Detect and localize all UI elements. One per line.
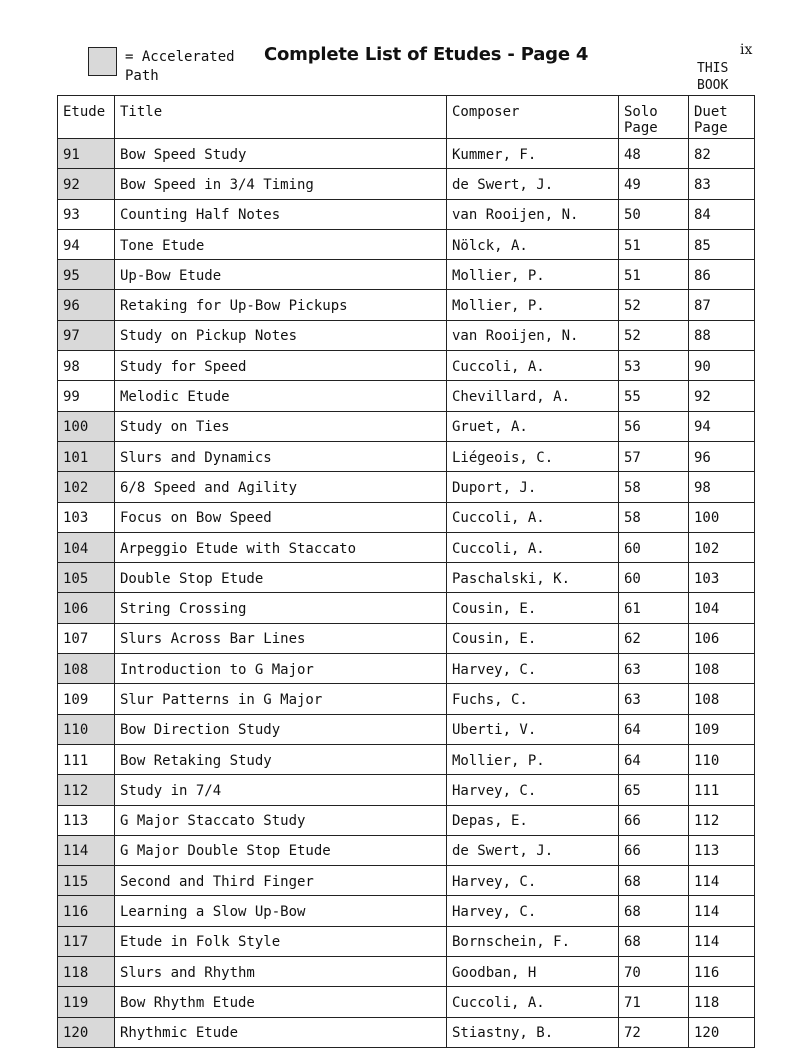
title-cell: String Crossing (115, 593, 447, 623)
solo-page-cell: 51 (619, 260, 689, 290)
solo-page-cell: 65 (619, 775, 689, 805)
header-solo-line-2: Page (624, 120, 658, 136)
etude-number-cell: 107 (58, 623, 115, 653)
table-row (58, 169, 755, 199)
header-solo-page (619, 96, 689, 139)
composer-cell: Cuccoli, A. (447, 502, 619, 532)
etude-number-cell: 95 (58, 260, 115, 290)
etude-number-cell: 103 (58, 502, 115, 532)
title-cell: Bow Direction Study (115, 714, 447, 744)
etude-number-cell: 117 (58, 926, 115, 956)
table-row (58, 351, 755, 381)
table-row (58, 229, 755, 259)
duet-page-cell: 96 (689, 441, 755, 471)
solo-page-cell: 51 (619, 229, 689, 259)
duet-page-cell: 109 (689, 714, 755, 744)
etudes-table (57, 95, 755, 1048)
etude-number-cell: 99 (58, 381, 115, 411)
duet-page-cell: 120 (689, 1017, 755, 1047)
table-row (58, 957, 755, 987)
legend-label (125, 48, 255, 86)
composer-cell: Paschalski, K. (447, 563, 619, 593)
solo-page-cell: 62 (619, 623, 689, 653)
table-body (58, 139, 755, 1048)
title-cell: Melodic Etude (115, 381, 447, 411)
composer-cell: Nölck, A. (447, 229, 619, 259)
composer-cell: Goodban, H (447, 957, 619, 987)
etude-number-cell: 115 (58, 866, 115, 896)
composer-cell: Cuccoli, A. (447, 351, 619, 381)
table-row (58, 472, 755, 502)
solo-page-cell: 50 (619, 199, 689, 229)
duet-page-cell: 92 (689, 381, 755, 411)
title-cell: Slurs and Rhythm (115, 957, 447, 987)
composer-cell: Mollier, P. (447, 290, 619, 320)
table-row (58, 714, 755, 744)
duet-page-cell: 94 (689, 411, 755, 441)
title-cell: Bow Speed in 3/4 Timing (115, 169, 447, 199)
etude-number-cell: 104 (58, 532, 115, 562)
solo-page-cell: 72 (619, 1017, 689, 1047)
title-cell: Slur Patterns in G Major (115, 684, 447, 714)
duet-page-cell: 106 (689, 623, 755, 653)
title-cell: Introduction to G Major (115, 654, 447, 684)
this-book-label (697, 60, 728, 94)
etude-number-cell: 119 (58, 987, 115, 1017)
composer-cell: van Rooijen, N. (447, 199, 619, 229)
etude-number-cell: 120 (58, 1017, 115, 1047)
header-composer: Composer (447, 96, 619, 139)
title-cell: Etude in Folk Style (115, 926, 447, 956)
composer-cell: Fuchs, C. (447, 684, 619, 714)
etude-number-cell: 110 (58, 714, 115, 744)
composer-cell: de Swert, J. (447, 835, 619, 865)
page-title: Complete List of Etudes - Page 4 (264, 44, 589, 65)
solo-page-cell: 48 (619, 139, 689, 169)
solo-page-cell: 68 (619, 926, 689, 956)
composer-cell: Duport, J. (447, 472, 619, 502)
composer-cell: Harvey, C. (447, 866, 619, 896)
legend-line-1: = Accelerated (125, 49, 235, 65)
etude-number-cell: 106 (58, 593, 115, 623)
duet-page-cell: 110 (689, 744, 755, 774)
solo-page-cell: 60 (619, 563, 689, 593)
composer-cell: Cousin, E. (447, 623, 619, 653)
table-row (58, 593, 755, 623)
solo-page-cell: 70 (619, 957, 689, 987)
title-cell: Counting Half Notes (115, 199, 447, 229)
composer-cell: Kummer, F. (447, 139, 619, 169)
solo-page-cell: 66 (619, 835, 689, 865)
this-book-line-2: BOOK (697, 78, 729, 93)
etude-number-cell: 113 (58, 805, 115, 835)
title-cell: Rhythmic Etude (115, 1017, 447, 1047)
composer-cell: Cousin, E. (447, 593, 619, 623)
etude-number-cell: 102 (58, 472, 115, 502)
duet-page-cell: 114 (689, 896, 755, 926)
composer-cell: Liégeois, C. (447, 441, 619, 471)
duet-page-cell: 87 (689, 290, 755, 320)
composer-cell: Harvey, C. (447, 896, 619, 926)
table-row (58, 684, 755, 714)
solo-page-cell: 64 (619, 744, 689, 774)
title-cell: Focus on Bow Speed (115, 502, 447, 532)
duet-page-cell: 98 (689, 472, 755, 502)
duet-page-cell: 108 (689, 654, 755, 684)
duet-page-cell: 85 (689, 229, 755, 259)
title-cell: Up-Bow Etude (115, 260, 447, 290)
composer-cell: Mollier, P. (447, 744, 619, 774)
title-cell: Slurs and Dynamics (115, 441, 447, 471)
solo-page-cell: 63 (619, 654, 689, 684)
duet-page-cell: 104 (689, 593, 755, 623)
solo-page-cell: 58 (619, 472, 689, 502)
composer-cell: Harvey, C. (447, 775, 619, 805)
table-row (58, 563, 755, 593)
table-row (58, 654, 755, 684)
composer-cell: Chevillard, A. (447, 381, 619, 411)
etude-number-cell: 112 (58, 775, 115, 805)
table-row (58, 987, 755, 1017)
title-cell: Learning a Slow Up-Bow (115, 896, 447, 926)
duet-page-cell: 113 (689, 835, 755, 865)
solo-page-cell: 56 (619, 411, 689, 441)
solo-page-cell: 52 (619, 320, 689, 350)
table-row (58, 139, 755, 169)
duet-page-cell: 116 (689, 957, 755, 987)
title-cell: Study on Pickup Notes (115, 320, 447, 350)
solo-page-cell: 68 (619, 866, 689, 896)
title-cell: 6/8 Speed and Agility (115, 472, 447, 502)
composer-cell: Mollier, P. (447, 260, 619, 290)
table-row (58, 1017, 755, 1047)
title-cell: Study in 7/4 (115, 775, 447, 805)
title-cell: G Major Staccato Study (115, 805, 447, 835)
table-row (58, 896, 755, 926)
title-cell: Bow Retaking Study (115, 744, 447, 774)
composer-cell: Cuccoli, A. (447, 987, 619, 1017)
etude-number-cell: 96 (58, 290, 115, 320)
duet-page-cell: 103 (689, 563, 755, 593)
solo-page-cell: 49 (619, 169, 689, 199)
duet-page-cell: 100 (689, 502, 755, 532)
duet-page-cell: 86 (689, 260, 755, 290)
solo-page-cell: 57 (619, 441, 689, 471)
composer-cell: Uberti, V. (447, 714, 619, 744)
duet-page-cell: 90 (689, 351, 755, 381)
table-row (58, 805, 755, 835)
solo-page-cell: 53 (619, 351, 689, 381)
solo-page-cell: 66 (619, 805, 689, 835)
table-row (58, 320, 755, 350)
table-row (58, 441, 755, 471)
etude-number-cell: 92 (58, 169, 115, 199)
title-cell: Slurs Across Bar Lines (115, 623, 447, 653)
title-cell: Retaking for Up-Bow Pickups (115, 290, 447, 320)
composer-cell: van Rooijen, N. (447, 320, 619, 350)
etude-number-cell: 91 (58, 139, 115, 169)
table-row (58, 835, 755, 865)
table-row (58, 623, 755, 653)
title-cell: Double Stop Etude (115, 563, 447, 593)
solo-page-cell: 63 (619, 684, 689, 714)
table-row (58, 381, 755, 411)
title-cell: Tone Etude (115, 229, 447, 259)
composer-cell: Gruet, A. (447, 411, 619, 441)
title-cell: Arpeggio Etude with Staccato (115, 532, 447, 562)
duet-page-cell: 83 (689, 169, 755, 199)
title-cell: Bow Speed Study (115, 139, 447, 169)
etude-number-cell: 114 (58, 835, 115, 865)
etude-number-cell: 97 (58, 320, 115, 350)
table-header-row (58, 96, 755, 139)
etude-number-cell: 94 (58, 229, 115, 259)
duet-page-cell: 112 (689, 805, 755, 835)
table-row (58, 775, 755, 805)
solo-page-cell: 58 (619, 502, 689, 532)
header-duet-page (689, 96, 755, 139)
title-cell: Study for Speed (115, 351, 447, 381)
page-number: ix (740, 42, 753, 58)
duet-page-cell: 108 (689, 684, 755, 714)
header-duet-line-1: Duet (694, 104, 728, 120)
duet-page-cell: 114 (689, 926, 755, 956)
table-row (58, 866, 755, 896)
table-row (58, 532, 755, 562)
duet-page-cell: 102 (689, 532, 755, 562)
duet-page-cell: 82 (689, 139, 755, 169)
header-etude: Etude (58, 96, 115, 139)
legend-line-2: Path (125, 68, 159, 84)
solo-page-cell: 71 (619, 987, 689, 1017)
solo-page-cell: 61 (619, 593, 689, 623)
title-cell: Second and Third Finger (115, 866, 447, 896)
etude-number-cell: 93 (58, 199, 115, 229)
title-cell: Study on Ties (115, 411, 447, 441)
etude-number-cell: 111 (58, 744, 115, 774)
etude-number-cell: 109 (58, 684, 115, 714)
header-title: Title (115, 96, 447, 139)
composer-cell: Bornschein, F. (447, 926, 619, 956)
duet-page-cell: 84 (689, 199, 755, 229)
etude-number-cell: 100 (58, 411, 115, 441)
title-cell: G Major Double Stop Etude (115, 835, 447, 865)
etude-number-cell: 108 (58, 654, 115, 684)
etude-number-cell: 116 (58, 896, 115, 926)
this-book-line-1: THIS (697, 61, 729, 76)
composer-cell: Stiastny, B. (447, 1017, 619, 1047)
table-row (58, 744, 755, 774)
solo-page-cell: 64 (619, 714, 689, 744)
solo-page-cell: 68 (619, 896, 689, 926)
solo-page-cell: 55 (619, 381, 689, 411)
header-duet-line-2: Page (694, 120, 728, 136)
table-row (58, 199, 755, 229)
composer-cell: de Swert, J. (447, 169, 619, 199)
solo-page-cell: 52 (619, 290, 689, 320)
duet-page-cell: 111 (689, 775, 755, 805)
title-cell: Bow Rhythm Etude (115, 987, 447, 1017)
duet-page-cell: 88 (689, 320, 755, 350)
composer-cell: Depas, E. (447, 805, 619, 835)
etude-number-cell: 101 (58, 441, 115, 471)
table-row (58, 290, 755, 320)
etude-number-cell: 105 (58, 563, 115, 593)
composer-cell: Cuccoli, A. (447, 532, 619, 562)
accelerated-path-swatch (88, 47, 117, 76)
duet-page-cell: 118 (689, 987, 755, 1017)
solo-page-cell: 60 (619, 532, 689, 562)
table-row (58, 926, 755, 956)
table-row (58, 411, 755, 441)
etude-number-cell: 98 (58, 351, 115, 381)
duet-page-cell: 114 (689, 866, 755, 896)
etude-number-cell: 118 (58, 957, 115, 987)
table-row (58, 502, 755, 532)
table-row (58, 260, 755, 290)
header-solo-line-1: Solo (624, 104, 658, 120)
composer-cell: Harvey, C. (447, 654, 619, 684)
